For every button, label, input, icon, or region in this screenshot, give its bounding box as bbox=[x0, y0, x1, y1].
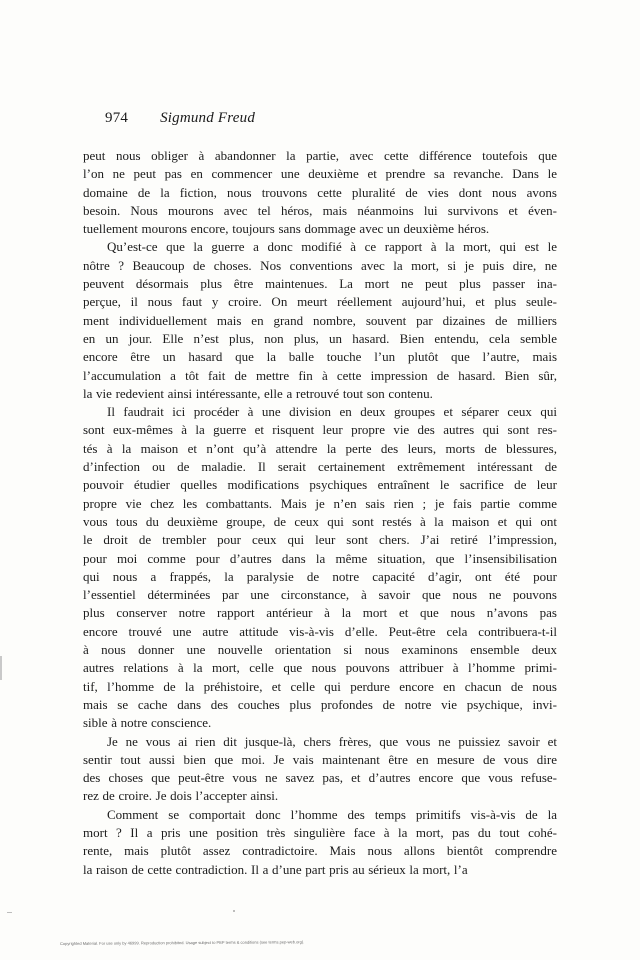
text-line: encore être un hasard que la balle touche l’un plutôt que l’autre, mais bbox=[83, 349, 557, 365]
text-line: des choses que peut-être vous ne savez pas, et d’autres encore que vous refuse- bbox=[83, 770, 557, 786]
text-line: encore trouvé une autre attitude vis-à-vis d’elle. Peut-être cela contribuera-t-il bbox=[83, 623, 557, 639]
text-line: peuvent désormais plus être maintenues. La mort ne peut plus passer ina- bbox=[83, 276, 557, 292]
text-line: plus conserver notre rapport antérieur à la mort et que nous n’avons pas bbox=[83, 605, 557, 621]
page-number: 974 bbox=[105, 110, 129, 126]
author-name: Sigmund Freud bbox=[160, 110, 256, 126]
page-header bbox=[105, 110, 255, 127]
text-line: la raison de cette contradiction. Il a d’une part pris au sérieux la mort, l’a bbox=[83, 861, 468, 877]
text-line: vous tous du deuxième groupe, de ceux qui sont restés à la maison et qui ont bbox=[83, 513, 557, 529]
text-line: perçue, il nous faut y croire. On meurt réellement aujourd’hui, et plus seule- bbox=[83, 294, 557, 310]
text-line: sont eux-mêmes à la guerre et risquent leur propre vie des autres qui sont res- bbox=[83, 422, 557, 438]
text-line: Je ne vous ai rien dit jusque-là, chers frères, que vous ne puissiez savoir et bbox=[107, 733, 557, 749]
text-line: la vie redevient ainsi intéressante, elle a retrouvé tout son contenu. bbox=[83, 385, 433, 401]
text-line: d’infection ou de maladie. Il serait certainement extrêmement intéressant de bbox=[83, 459, 557, 475]
text-line: l’accumulation a tôt fait de mettre fin à cette impression de hasard. Bien sûr, bbox=[83, 367, 557, 383]
text-line: sentir tout aussi bien que moi. Je vais maintenant être en mesure de vous dire bbox=[83, 751, 557, 767]
text-line: pouvoir étudier quelles modifications psychiques entraînent le sacrifice de leur bbox=[83, 477, 557, 493]
scan-artifact-dash bbox=[7, 912, 12, 913]
text-line: peut nous obliger à abandonner la partie, avec cette différence toutefois que bbox=[83, 148, 557, 163]
text-line: pour moi comme pour d’autres dans la même situation, que l’insensibilisation bbox=[83, 550, 557, 566]
text-line: domaine de la fiction, nous trouvons cette pluralité de vies dont nous avons bbox=[83, 184, 557, 200]
text-line: l’essentiel déterminées par une circonstance, à savoir que nous ne pouvons bbox=[83, 587, 557, 603]
text-line: Qu’est-ce que la guerre a donc modifié à ce rapport à la mort, qui est le bbox=[107, 239, 557, 255]
text-line: tuellement mourons encore, toujours sans dommage avec un deuxième héros. bbox=[83, 221, 490, 237]
text-line: nôtre ? Beaucoup de choses. Nos conventions avec la mort, si je puis dire, ne bbox=[83, 257, 557, 273]
scan-artifact-edge-mark bbox=[0, 656, 2, 680]
text-line: le droit de trembler pour ceux qui leur sont chers. J’ai retiré l’impression, bbox=[83, 532, 557, 548]
text-line: tés à la maison et n’ont qu’à attendre la perte des leurs, morts de blessures, bbox=[83, 440, 557, 456]
text-line: mort ? Il a pris une position très singulière face à la mort, pas du tout cohé- bbox=[83, 824, 557, 840]
text-line: qui nous a frappés, la paralysie de notre capacité d’agir, ont été pour bbox=[83, 568, 557, 584]
scan-artifact-dot bbox=[233, 910, 235, 912]
text-line: rez de croire. Je dois l’accepter ainsi. bbox=[83, 788, 279, 804]
text-line: ment individuellement mais en grand nombre, souvent par dizaines de milliers bbox=[83, 312, 557, 328]
text-line: l’on ne peut pas en commencer une deuxième et prendre sa revanche. Dans le bbox=[83, 166, 557, 182]
body-text bbox=[83, 147, 557, 879]
text-line: sible à notre conscience. bbox=[83, 715, 212, 731]
text-line: besoin. Nous mourons avec tel héros, mais néanmoins lui survivons et éven- bbox=[83, 202, 557, 218]
text-line: Il faudrait ici procéder à une division en deux groupes et séparer ceux qui bbox=[107, 404, 557, 420]
text-line: tif, l’homme de la préhistoire, et celle qui perdure encore en chacun de nous bbox=[83, 678, 557, 694]
text-line: à nous donner une nouvelle orientation si nous examinons ensemble deux bbox=[83, 642, 557, 658]
copyright-notice: Copyrighted Material. For use only by 46999. Reproduction prohibited. Usage subject to PEP terms & conditions (see terms.pep-web.org). bbox=[60, 939, 305, 946]
text-line: en un jour. Elle n’est plus, non plus, un hasard. Bien entendu, cela semble bbox=[83, 330, 557, 346]
text-line: rente, mais plutôt assez contradictoire. Mais nous allons bientôt comprendre bbox=[83, 843, 557, 859]
text-line: mais se cache dans des couches plus profondes de notre vie psychique, invi- bbox=[83, 696, 557, 712]
text-line: autres relations à la mort, celle que nous pouvons attribuer à l’homme primi- bbox=[83, 660, 557, 676]
text-line: Comment se comportait donc l’homme des temps primitifs vis-à-vis de la bbox=[107, 806, 557, 822]
text-line: propre vie chez les combattants. Mais je n’en sais rien ; je fais partie comme bbox=[83, 495, 557, 511]
